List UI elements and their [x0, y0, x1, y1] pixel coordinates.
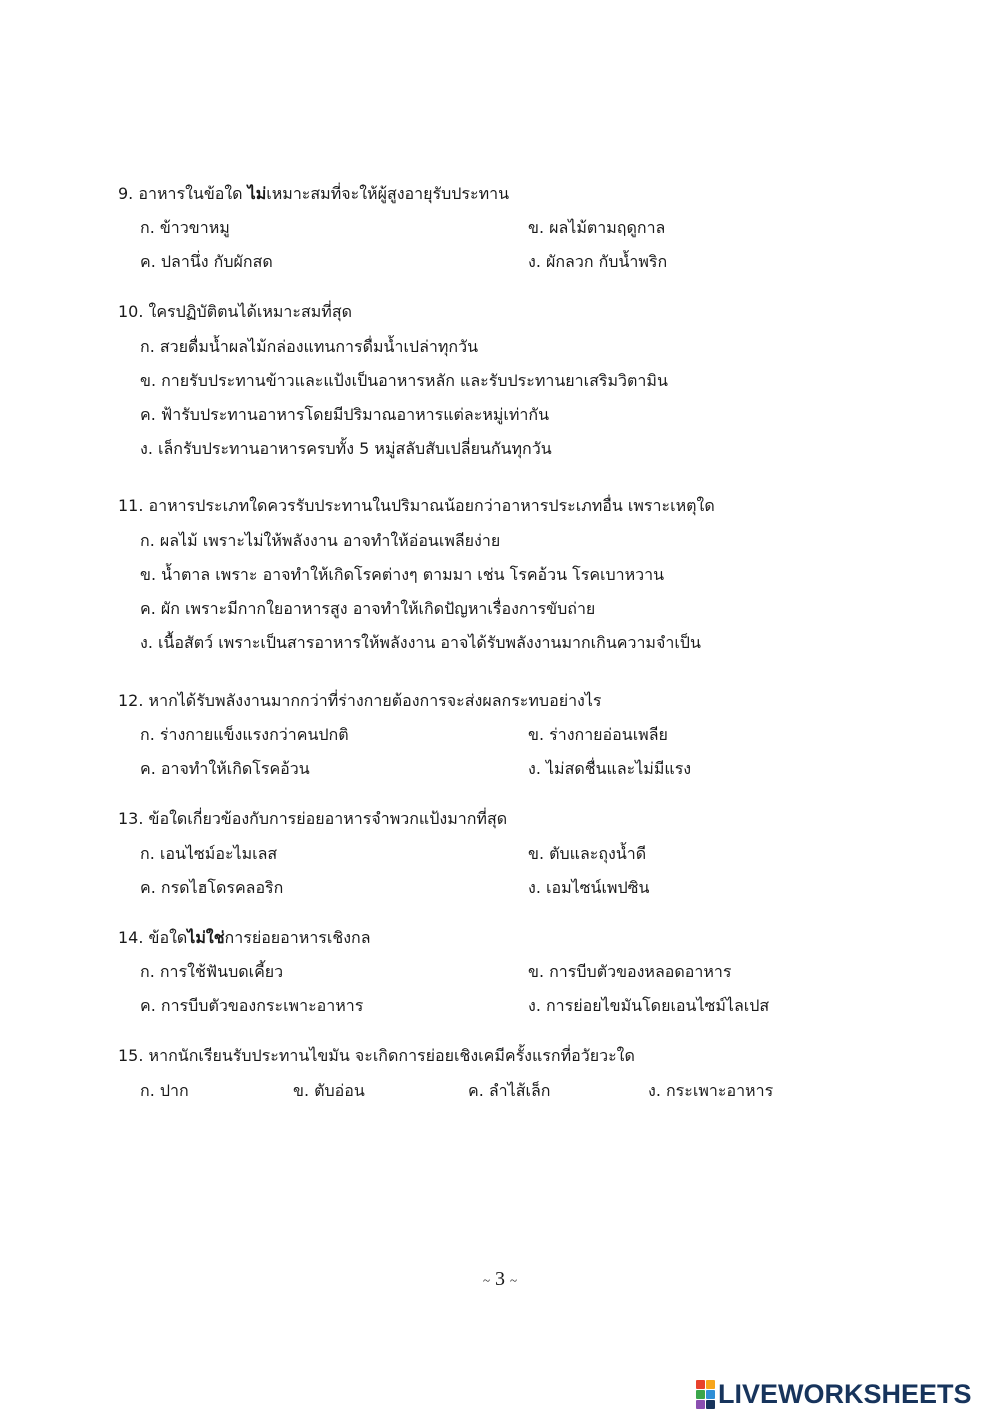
option-d[interactable]: ง. เอมไซน์เพปซิน [528, 878, 650, 897]
emphasis-text: ไม่ [247, 184, 267, 203]
question-14 [118, 925, 371, 951]
logo-square-icon [706, 1400, 715, 1409]
option-d[interactable]: ง. ไม่สดชื่นและไม่มีแรง [528, 759, 692, 778]
logo-square-icon [696, 1390, 705, 1399]
option-c[interactable]: ค. ฟ้ารับประทานอาหารโดยมีปริมาณอาหารแต่ละหมู่เท่ากัน [140, 405, 550, 424]
page-number-value: 3 [495, 1268, 505, 1290]
logo-square-icon [706, 1380, 715, 1389]
question-12 [118, 688, 602, 714]
option-c[interactable]: ค. ลำไส้เล็ก [468, 1081, 551, 1100]
option-b[interactable]: ข. กายรับประทานข้าวและแป้งเป็นอาหารหลัก และรับประทานยาเสริมวิตามิน [140, 371, 668, 390]
emphasis-text: ไม่ใช่ [187, 928, 225, 947]
option-c[interactable]: ค. อาจทำให้เกิดโรคอ้วน [140, 759, 310, 778]
question-stem: 15. หากนักเรียนรับประทานไขมัน จะเกิดการย่อยเชิงเคมีครั้งแรกที่อวัยวะใด [118, 1046, 635, 1065]
option-a[interactable]: ก. การใช้ฟันบดเคี้ยว [140, 962, 284, 981]
option-d[interactable]: ง. เล็กรับประทานอาหารครบทั้ง 5 หมู่สลับสับเปลี่ยนกันทุกวัน [140, 439, 552, 458]
option-b[interactable]: ข. ตับอ่อน [293, 1081, 365, 1100]
option-d[interactable]: ง. ผักลวก กับน้ำพริก [528, 252, 668, 271]
question-11 [118, 493, 715, 519]
option-c[interactable]: ค. กรดไฮโดรคลอริก [140, 878, 284, 897]
option-a[interactable]: ก. เอนไซม์อะไมเลส [140, 844, 278, 863]
option-b[interactable]: ข. ผลไม้ตามฤดูกาล [528, 218, 666, 237]
option-c[interactable]: ค. ปลานึ่ง กับผักสด [140, 252, 273, 271]
question-10 [118, 299, 352, 325]
option-a[interactable]: ก. ร่างกายแข็งแรงกว่าคนปกติ [140, 725, 349, 744]
option-a[interactable]: ก. ข้าวขาหมู [140, 218, 230, 237]
option-a[interactable]: ก. ปาก [140, 1081, 189, 1100]
logo-square-icon [706, 1390, 715, 1399]
option-d[interactable]: ง. กระเพาะอาหาร [648, 1081, 774, 1100]
question-stem: 10. ใครปฏิบัติตนได้เหมาะสมที่สุด [118, 302, 353, 321]
option-d[interactable]: ง. การย่อยไขมันโดยเอนไซม์ไลเปส [528, 996, 770, 1015]
option-d[interactable]: ง. เนื้อสัตว์ เพราะเป็นสารอาหารให้พลังงาน อาจได้รับพลังงานมากเกินความจำเป็น [140, 633, 701, 652]
brand-name: LIVEWORKSHEETS [718, 1378, 972, 1409]
liveworksheets-logo[interactable] [696, 1378, 996, 1410]
page-number [0, 1268, 1000, 1291]
question-stem: 11. อาหารประเภทใดควรรับประทานในปริมาณน้อยกว่าอาหารประเภทอื่น เพราะเหตุใด [118, 496, 715, 515]
option-b[interactable]: ข. น้ำตาล เพราะ อาจทำให้เกิดโรคต่างๆ ตามมา เช่น โรคอ้วน โรคเบาหวาน [140, 565, 665, 584]
question-13 [118, 806, 507, 832]
tilde-right: ~ [510, 1272, 518, 1288]
option-c[interactable]: ค. ผัก เพราะมีกากใยอาหารสูง อาจทำให้เกิดปัญหาเรื่องการขับถ่าย [140, 599, 596, 618]
option-b[interactable]: ข. การบีบตัวของหลอดอาหาร [528, 962, 732, 981]
option-a[interactable]: ก. สวยดื่มน้ำผลไม้กล่องแทนการดื่มน้ำเปล่าทุกวัน [140, 337, 479, 356]
question-stem: 9. อาหารในข้อใด ไม่เหมาะสมที่จะให้ผู้สูงอายุรับประทาน [118, 184, 510, 203]
option-c[interactable]: ค. การบีบตัวของกระเพาะอาหาร [140, 996, 364, 1015]
question-stem: 12. หากได้รับพลังงานมากกว่าที่ร่างกายต้องการจะส่งผลกระทบอย่างไร [118, 691, 602, 710]
option-b[interactable]: ข. ตับและถุงน้ำดี [528, 844, 647, 863]
logo-square-icon [696, 1400, 705, 1409]
question-9 [118, 181, 509, 207]
option-a[interactable]: ก. ผลไม้ เพราะไม่ให้พลังงาน อาจทำให้อ่อนเพลียง่าย [140, 531, 501, 550]
tilde-left: ~ [482, 1272, 490, 1288]
logo-mark-icon [696, 1380, 715, 1409]
question-stem: 13. ข้อใดเกี่ยวข้องกับการย่อยอาหารจำพวกแป้งมากที่สุด [118, 809, 508, 828]
question-15 [118, 1043, 635, 1069]
logo-square-icon [696, 1380, 705, 1389]
question-stem: 14. ข้อใดไม่ใช่การย่อยอาหารเชิงกล [118, 928, 371, 947]
option-b[interactable]: ข. ร่างกายอ่อนเพลีย [528, 725, 668, 744]
